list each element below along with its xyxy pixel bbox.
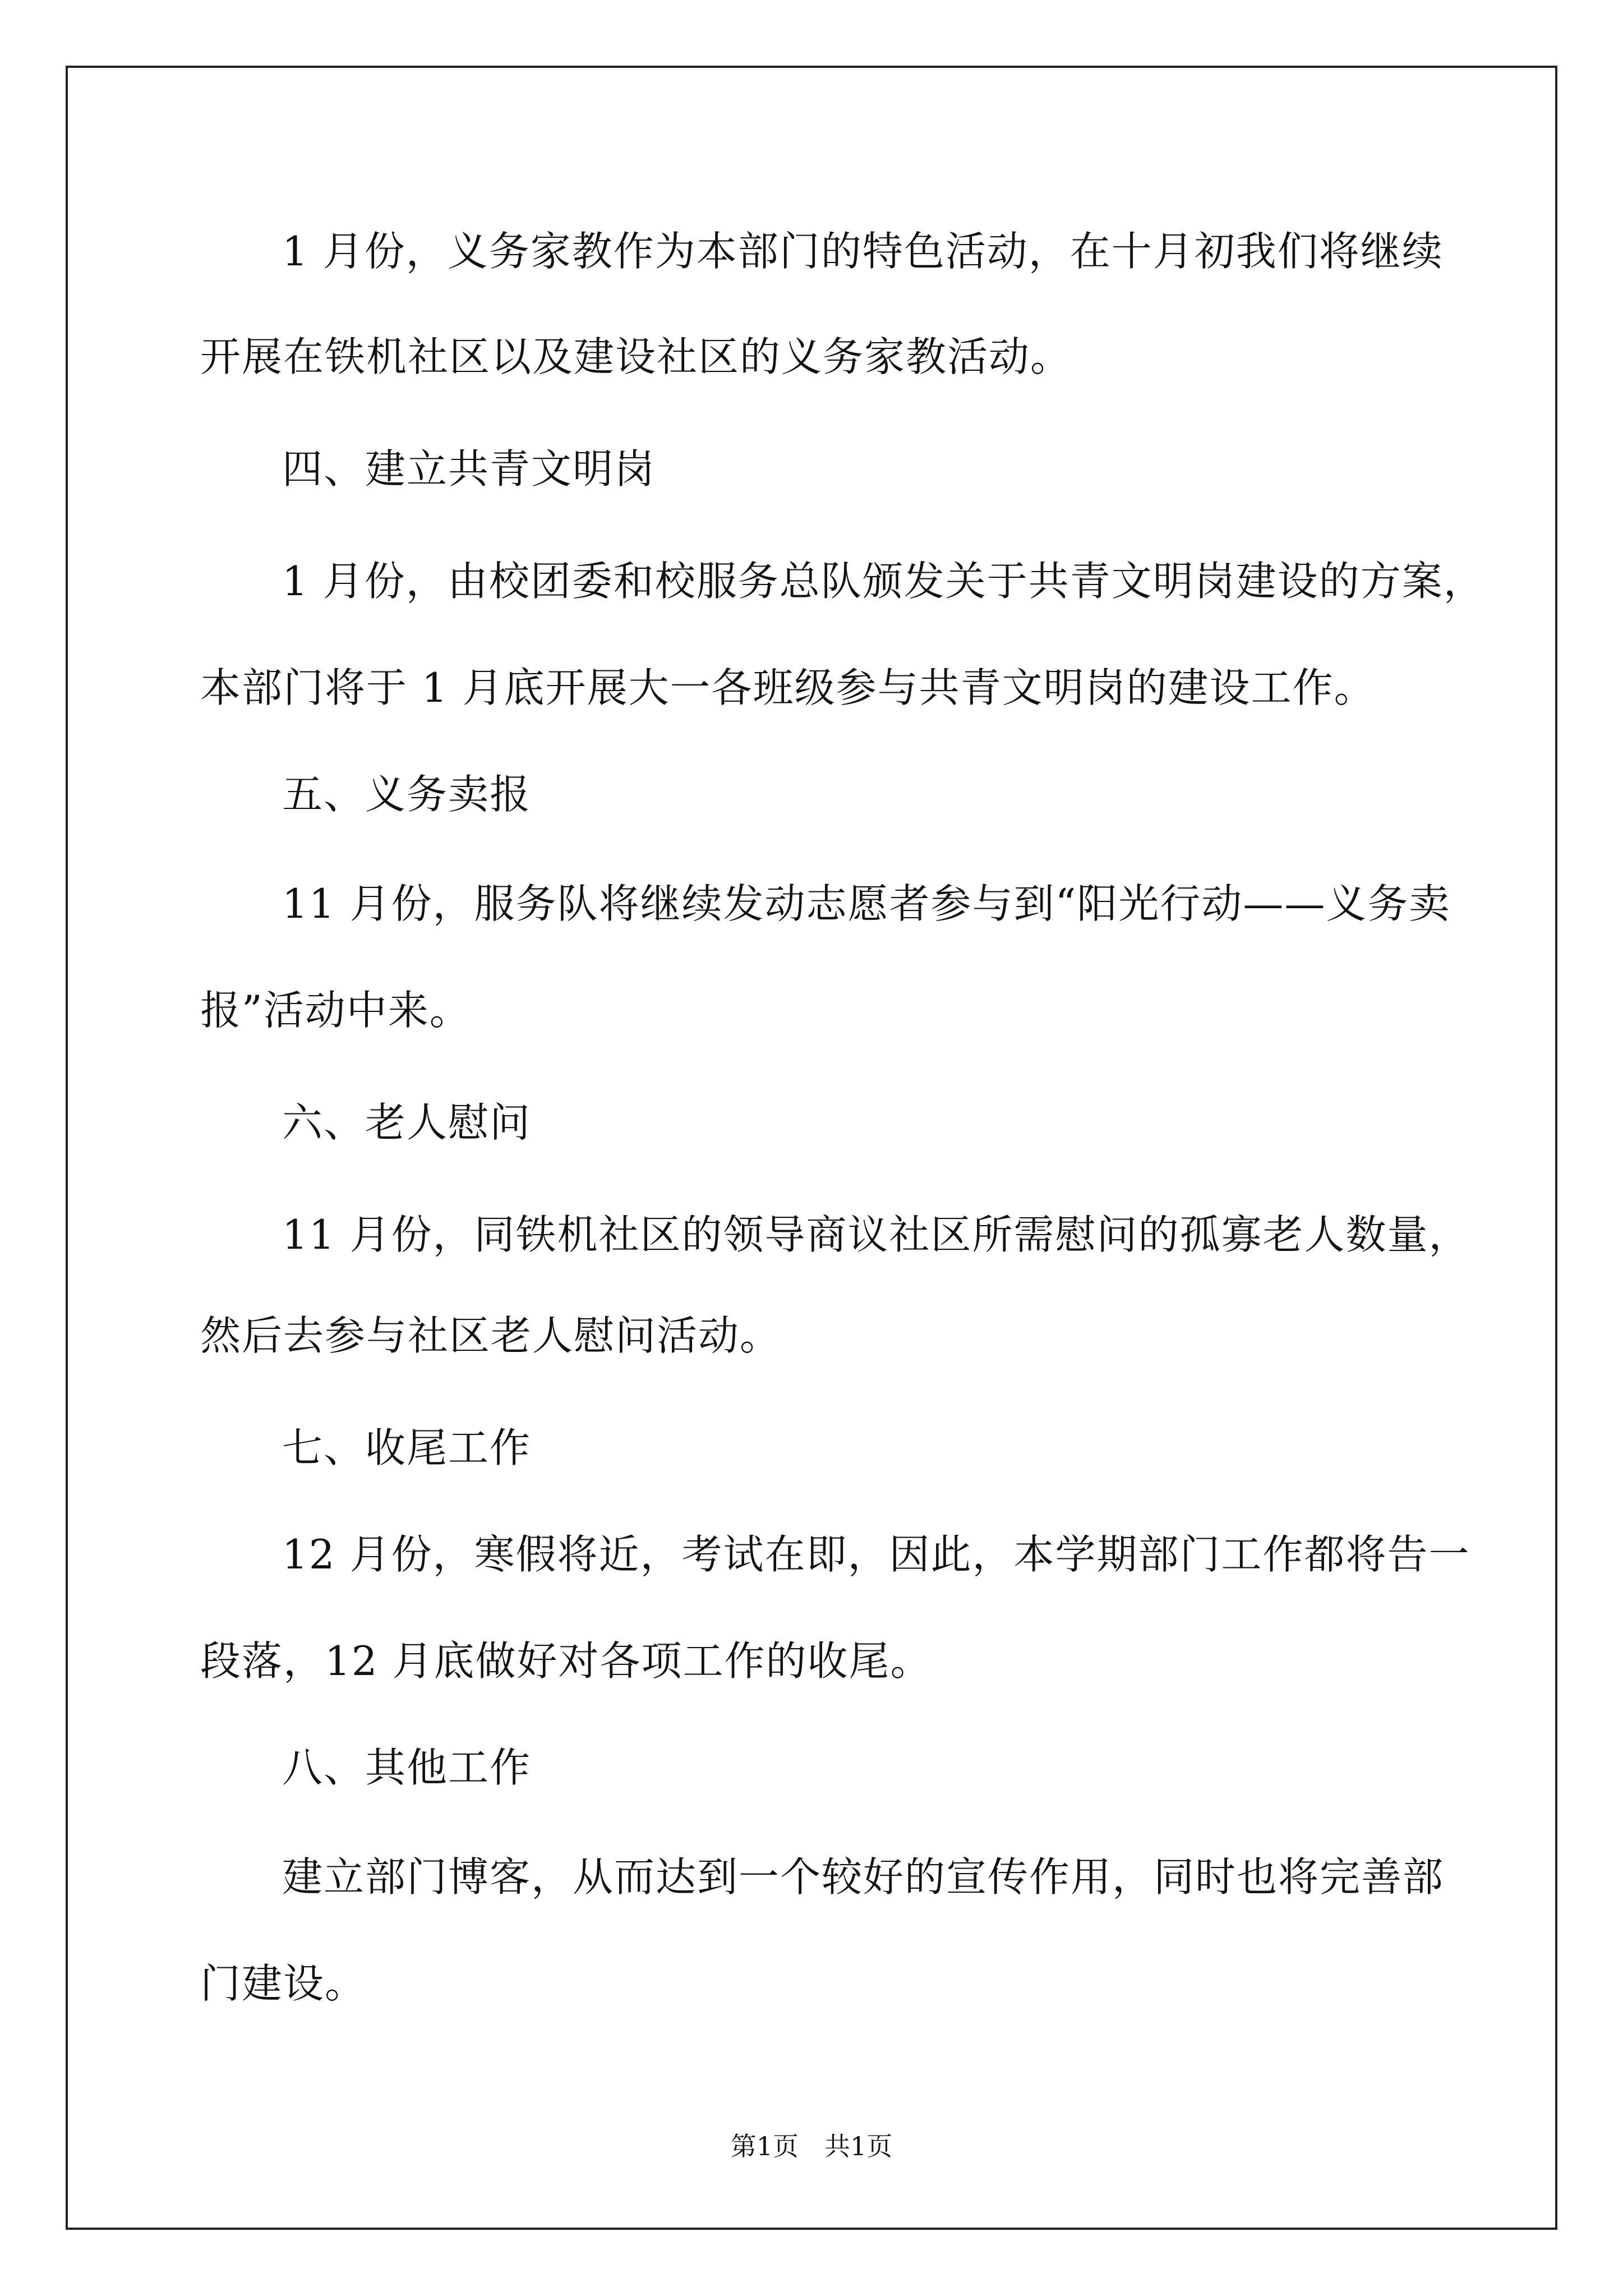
section-heading-7: 七、收尾工作 — [282, 1424, 532, 1471]
text-line-8: 然后去参与社区老人慰问活动。 — [200, 1312, 782, 1359]
text-line-1: 1 月份，义务家教作为本部门的特色活动，在十月初我们将继续 — [282, 228, 1444, 275]
text-line-5: 11 月份，服务队将继续发动志愿者参与到“阳光行动——义务卖 — [282, 880, 1451, 927]
text-line-3: 1 月份，由校团委和校服务总队颁发关于共青文明岗建设的方案， — [282, 558, 1485, 605]
text-line-12: 门建设。 — [200, 1960, 367, 2007]
section-heading-8: 八、其他工作 — [282, 1744, 532, 1791]
text-line-11: 建立部门博客，从而达到一个较好的宣传作用，同时也将完善部 — [282, 1853, 1445, 1901]
section-heading-4: 四、建立共青文明岗 — [282, 445, 656, 493]
page-border — [66, 66, 1557, 2230]
text-line-6: 报”活动中来。 — [200, 987, 471, 1034]
text-line-2: 开展在铁机社区以及建设社区的义务家教活动。 — [200, 333, 1072, 380]
text-line-7: 11 月份，同铁机社区的领导商议社区所需慰问的孤寡老人数量， — [282, 1211, 1470, 1258]
page-footer: 第1页 共1页 — [730, 2131, 893, 2161]
section-heading-5: 五、义务卖报 — [282, 771, 532, 818]
text-line-9: 12 月份，寒假将近，考试在即，因此，本学期部门工作都将告一 — [282, 1531, 1470, 1578]
section-heading-6: 六、老人慰问 — [282, 1099, 532, 1146]
text-line-4: 本部门将于 1 月底开展大一各班级参与共青文明岗的建设工作。 — [200, 664, 1376, 711]
text-line-10: 段落，12 月底做好对各项工作的收尾。 — [200, 1637, 932, 1685]
